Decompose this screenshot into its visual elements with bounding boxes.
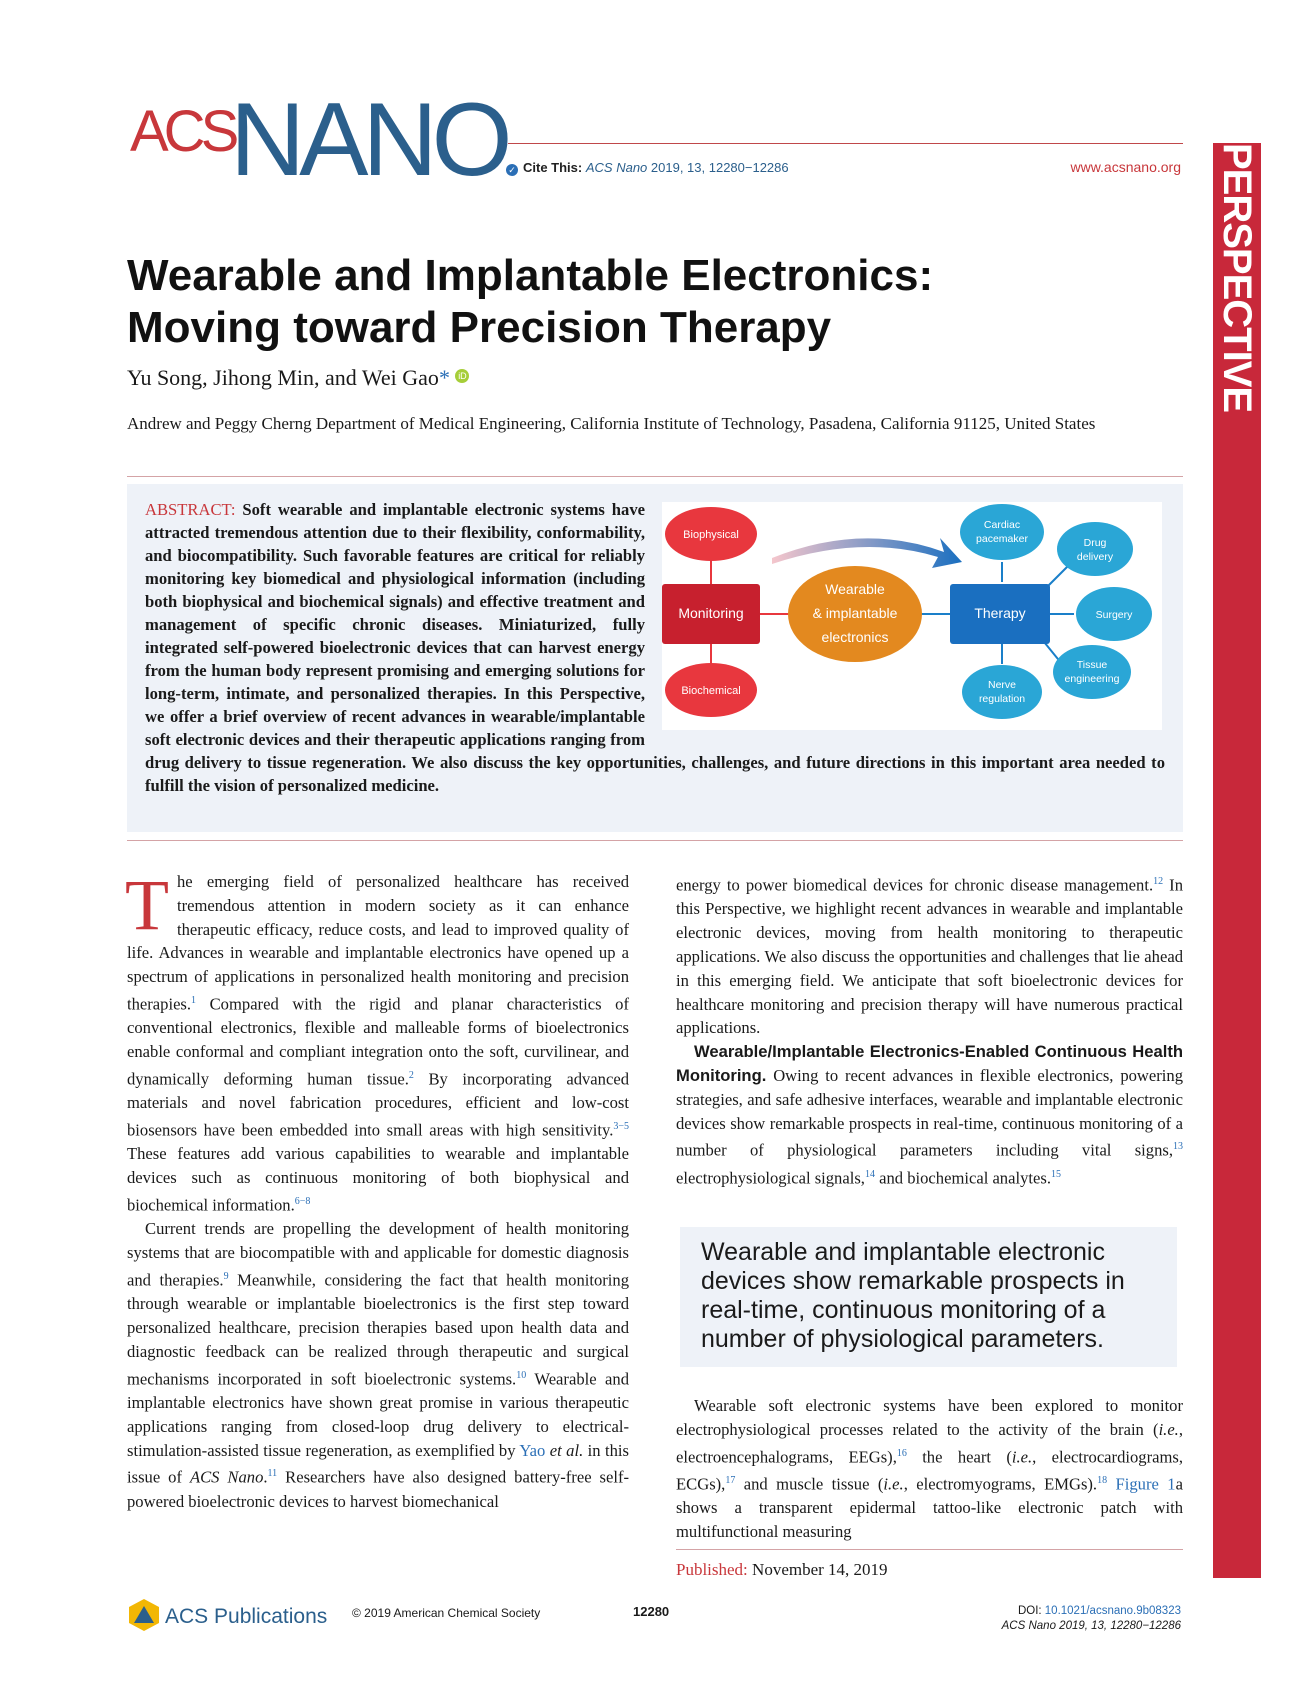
section-heading: Wearable/Implantable Electronics-Enabled Continuous Health Monitoring. — [676, 1042, 1183, 1085]
toc-diagram — [662, 502, 1162, 730]
nerve-label-2: regulation — [978, 693, 1026, 705]
published-date — [676, 1560, 888, 1580]
cardiac-label-1: Cardiac — [983, 519, 1021, 531]
cardiac-label-2: pacemaker — [976, 533, 1028, 545]
reference-link[interactable]: 6−8 — [294, 1195, 311, 1207]
abstract-top-rule — [127, 476, 1183, 477]
doi-link[interactable]: 10.1021/acsnano.9b08323 — [1044, 1605, 1181, 1617]
center-label-2: & implantable — [812, 605, 898, 621]
reference-link[interactable]: 13 — [1173, 1141, 1183, 1153]
surgery-label: Surgery — [1095, 609, 1133, 621]
website-link[interactable]: www.acsnano.org — [1070, 159, 1181, 175]
nano-logo-text: NANO — [230, 82, 507, 198]
publisher-name: ACS Publications — [165, 1605, 328, 1628]
tissue-label-1: Tissue — [1076, 659, 1108, 671]
cardiac-node — [960, 504, 1044, 560]
author-link[interactable]: Yao — [519, 1440, 546, 1460]
pull-quote: Wearable and implantable electronic devices show remarkable prospects in real-time, continuous monitoring of a number of physiological parameters. — [701, 1238, 1125, 1353]
cite-journal: ACS Nano — [585, 160, 648, 175]
acs-logo-text: ACS — [130, 99, 235, 164]
reference-link[interactable]: 1 — [191, 994, 197, 1006]
acs-publications-logo[interactable] — [127, 1598, 327, 1632]
authors: Yu Song, Jihong Min, and Wei Gao — [127, 365, 439, 390]
reference-link[interactable]: 18 — [1097, 1474, 1108, 1486]
tissue-label-2: engineering — [1064, 673, 1120, 685]
center-label-3: electronics — [821, 629, 889, 645]
author-list — [127, 365, 469, 391]
body-column-2 — [676, 870, 1183, 1190]
drug-label-2: delivery — [1076, 551, 1114, 563]
corresponding-mark[interactable]: * — [438, 365, 450, 390]
paragraph-1: The emerging field of personalized healthcare has received tremendous attention in modern society as it can enhance therapeutic efficacy, reduce costs, and lead to improved quality of life. Advances in wearable and implantable electronics have opened up a spectrum of applications in personalized health monitoring and precision therapies.$^1$ Compared with the rigid and planar characteristics of conventional electronics, flexible and malleable forms of bioelectronics enable conformal and compliant integration onto the soft, curvilinear, and dynamically deforming human tissue.$^2$ By incorporating advanced materials and novel fabrication procedures, efficient and low-cost biosensors have been embedded into small areas with high sensitivity.$^{3-5}$ These features add various capabilities to wearable and implantable devices such as continuous monitoring of both biophysical and biochemical information.$^{6-8}$ — [125, 865, 629, 1215]
tissue-node — [1053, 645, 1131, 699]
reference-link[interactable]: 11 — [267, 1468, 278, 1480]
page-number: 12280 — [633, 1604, 670, 1619]
biophysical-label: Biophysical — [683, 529, 739, 541]
cite-details: 2019, 13, 12280−12286 — [650, 160, 789, 175]
abstract-bottom-rule — [127, 840, 1183, 841]
checkmark-icon: ✓ — [506, 164, 518, 176]
orcid-icon[interactable]: iD — [455, 369, 469, 383]
published-rule — [676, 1549, 1183, 1550]
doi-label: DOI: — [1017, 1605, 1045, 1617]
body-column-2-lower — [676, 1394, 1183, 1544]
reference-link[interactable]: 2 — [408, 1069, 414, 1081]
perspective-band-label: PERSPECTIVE — [1215, 143, 1259, 413]
doi-block — [1002, 1604, 1181, 1634]
abstract-text: Soft wearable and implantable electronic systems have attracted tremendous attention due to their flexibility, conformability, and biocompatibility. Such favorable features are critical for reliably monitoring key biomedical and physiological information (including both biophysical and biochemical signals) and effective treatment and management of specific chronic diseases. Miniaturized, fully integrated self-powered bioelectronic devices that can harvest energy from the human body represent promising and emerging solutions for long-term, intimate, and personalized therapies. In this Perspective, we offer a brief overview of recent advances in wearable/implantable soft electronic devices and their therapeutic applications ranging from drug delivery to tissue regeneration. We also discuss the key opportunities, challenges, and future directions in this important area needed to fulfill the vision of personalized medicine. — [145, 500, 1165, 795]
cite-label: Cite This: — [523, 160, 583, 175]
abstract-label: ABSTRACT: — [145, 500, 236, 519]
drug-node — [1057, 522, 1133, 576]
drug-label-1: Drug — [1083, 537, 1107, 549]
therapy-label: Therapy — [974, 605, 1026, 621]
monitoring-label: Monitoring — [678, 605, 744, 621]
reference-link[interactable]: 15 — [1050, 1168, 1061, 1180]
paragraph-2: Current trends are propelling the development of health monitoring systems that are biocompatible with and applicable for domestic diagnosis and therapies.$^9$ Meanwhile, considering the fact that health monitoring through wearable or implantable bioelectronics is the first step toward personalized healthcare, precision therapies based upon health data and diagnostic feedback can be realized through therapeutic and surgical mechanisms incorporated in soft bioelectronic systems.$^{10}$ Wearable and implantable electronics have shown great promise in various therapeutic applications ranging from closed-loop drug delivery to electrical-stimulation-assisted tissue regeneration, as exemplified by Yao et al. in this issue of ACS Nano.$^{11}$ Researchers have also designed battery-free self-powered bioelectronic devices to harvest biomechanical — [127, 1219, 630, 1511]
drop-cap: T — [125, 865, 169, 945]
footer-citation: ACS Nano 2019, 13, 12280−12286 — [1001, 1620, 1181, 1632]
figure-link[interactable]: Figure 1 — [1115, 1474, 1176, 1494]
center-label-1: Wearable — [825, 581, 885, 597]
reference-link[interactable]: 17 — [725, 1474, 736, 1486]
paragraph-4: Wearable/Implantable Electronics-Enabled Continuous Health Monitoring. Owing to recent advances in flexible electronics, powering strategies, and safe adhesive interfaces, wearable and implantable electronic devices show remarkable prospects in real-time, continuous monitoring of a number of physiological parameters including vital signs,$^{13}$ electrophysiological signals,$^{14}$ and biochemical analytes.$^{15}$ — [676, 1042, 1183, 1188]
reference-link[interactable]: 12 — [1153, 876, 1164, 887]
cite-this[interactable] — [506, 160, 789, 176]
affiliation: Andrew and Peggy Cherng Department of Medical Engineering, California Institute of Technology, Pasadena, California 91125, United States — [127, 414, 1096, 433]
reference-link[interactable]: 3−5 — [613, 1121, 629, 1133]
published-value: November 14, 2019 — [752, 1560, 888, 1579]
body-column-1 — [125, 865, 630, 1513]
paragraph-5: Wearable soft electronic systems have been explored to monitor electrophysiological processes related to the activity of the brain (i.e., electroencephalograms, EEGs),$^{16}$ the heart (i.e., electrocardiograms, ECGs),$^{17}$ and muscle tissue (i.e., electromyograms, EMGs).$^{18}$ Figure 1a shows a transparent epidermal tattoo-like electronic patch with multifunctional measuring — [676, 1396, 1183, 1542]
reference-link[interactable]: 14 — [864, 1168, 875, 1180]
reference-link[interactable]: 10 — [516, 1369, 527, 1381]
copyright: © 2019 American Chemical Society — [352, 1606, 541, 1620]
nerve-label-1: Nerve — [987, 679, 1017, 691]
article-title — [127, 250, 1187, 354]
nerve-node — [962, 665, 1042, 719]
toc-graphic — [662, 502, 1162, 730]
header-rule — [508, 143, 1183, 144]
reference-link[interactable]: 9 — [223, 1270, 229, 1282]
acs-hexagon-icon — [127, 1598, 161, 1632]
reference-link[interactable]: 16 — [896, 1447, 907, 1459]
biochemical-label: Biochemical — [681, 685, 741, 697]
title-line-1: Wearable and Implantable Electronics: — [127, 251, 934, 300]
published-label: Published: — [676, 1560, 748, 1579]
arrow-icon — [772, 538, 962, 568]
paragraph-3: energy to power biomedical devices for chronic disease management.$^{12}$ In this Perspective, we highlight recent advances in wearable and implantable electronic devices, moving from health monitoring to therapeutic applications. We also discuss the opportunities and challenges that lie ahead in this emerging field. We anticipate that soft bioelectronic devices for healthcare monitoring and precision therapy will have numerous practical applications. — [676, 875, 1183, 1038]
title-line-2: Moving toward Precision Therapy — [127, 303, 832, 352]
